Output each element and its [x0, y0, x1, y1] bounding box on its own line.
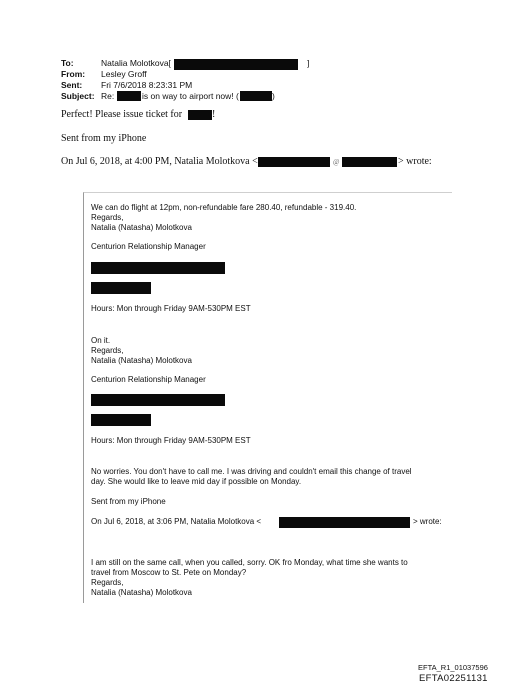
sent-from-iphone: Sent from my iPhone: [61, 133, 147, 144]
quoted-m3-on-date-prefix: On Jul 6, 2018, at 3:06 PM, Natalia Molotkova <: [91, 517, 262, 526]
reply-text: Perfect! Please issue ticket for: [61, 109, 183, 120]
quoted-m3-on-date-suffix: > wrote:: [413, 517, 442, 526]
quoted-m2-name: Natalia (Natasha) Molotkova: [91, 356, 192, 365]
redaction-m3-email: [279, 517, 410, 528]
quoted-m4-line2: travel from Moscow to St. Pete on Monday?: [91, 568, 247, 577]
quoted-m4-regards: Regards,: [91, 578, 124, 587]
redaction-m1-contact-2: [91, 282, 151, 294]
quoted-m3-line2: day. She would like to leave mid day if possible on Monday.: [91, 477, 302, 486]
quoted-m3-sent-from: Sent from my iPhone: [91, 497, 166, 506]
quoted-m1-name: Natalia (Natasha) Molotkova: [91, 223, 192, 232]
subject-label: Subject:: [61, 91, 95, 101]
subject-close: ): [272, 91, 275, 101]
sent-label: Sent:: [61, 80, 83, 90]
reply-line-end: !: [212, 109, 216, 120]
bates-code-1: EFTA_R1_01037596: [418, 663, 488, 672]
on-date-suffix: > wrote:: [398, 156, 432, 167]
quoted-m1-hours: Hours: Mon through Friday 9AM-530PM EST: [91, 304, 251, 313]
quoted-m3-line1: No worries. You don't have to call me. I was driving and couldn't email this change of travel: [91, 467, 412, 476]
quoted-m4-line1: I am still on the same call, when you called, sorry. OK fro Monday, what time she wants to: [91, 558, 408, 567]
quoted-m1-title: Centurion Relationship Manager: [91, 242, 206, 251]
redaction-m1-contact-1: [91, 262, 225, 274]
quoted-m2-title: Centurion Relationship Manager: [91, 375, 206, 384]
redaction-email-user: [258, 157, 330, 167]
subject-row: [61, 91, 361, 102]
on-date-prefix: On Jul 6, 2018, at 4:00 PM, Natalia Molotkova <: [61, 156, 258, 167]
redaction-subject-name: [117, 91, 141, 101]
redaction-subject-tag: [240, 91, 272, 101]
quoted-m2-line1: On it.: [91, 336, 111, 345]
bates-code-2: EFTA02251131: [419, 673, 488, 684]
redaction-m2-contact-1: [91, 394, 225, 406]
sent-value: Fri 7/6/2018 8:23:31 PM: [101, 80, 193, 90]
from-row: [61, 69, 361, 80]
subject-mid: is on way to airport now! (: [142, 91, 239, 101]
to-close: ]: [307, 58, 310, 68]
quoted-m2-regards: Regards,: [91, 346, 124, 355]
subject-prefix: Re:: [101, 91, 115, 101]
sent-row: [61, 80, 361, 91]
quoted-m2-hours: Hours: Mon through Friday 9AM-530PM EST: [91, 436, 251, 445]
redaction-ticket-name: [188, 110, 212, 120]
redaction-email-domain: [342, 157, 397, 167]
to-label: To:: [61, 58, 74, 68]
redaction-m2-contact-2: [91, 414, 151, 426]
on-date-line: [61, 156, 258, 168]
redaction-to-email: [174, 59, 298, 70]
reply-line: [61, 109, 182, 121]
from-value: Lesley Groff: [101, 69, 147, 79]
to-value: Natalia Molotkova[: [101, 58, 171, 68]
from-label: From:: [61, 69, 86, 79]
quoted-m1-regards: Regards,: [91, 213, 124, 222]
quoted-m1-line1: We can do flight at 12pm, non-refundable fare 280.40, refundable - 319.40.: [91, 203, 357, 212]
on-date-at: @: [333, 158, 340, 166]
quoted-m4-name: Natalia (Natasha) Molotkova: [91, 588, 192, 597]
